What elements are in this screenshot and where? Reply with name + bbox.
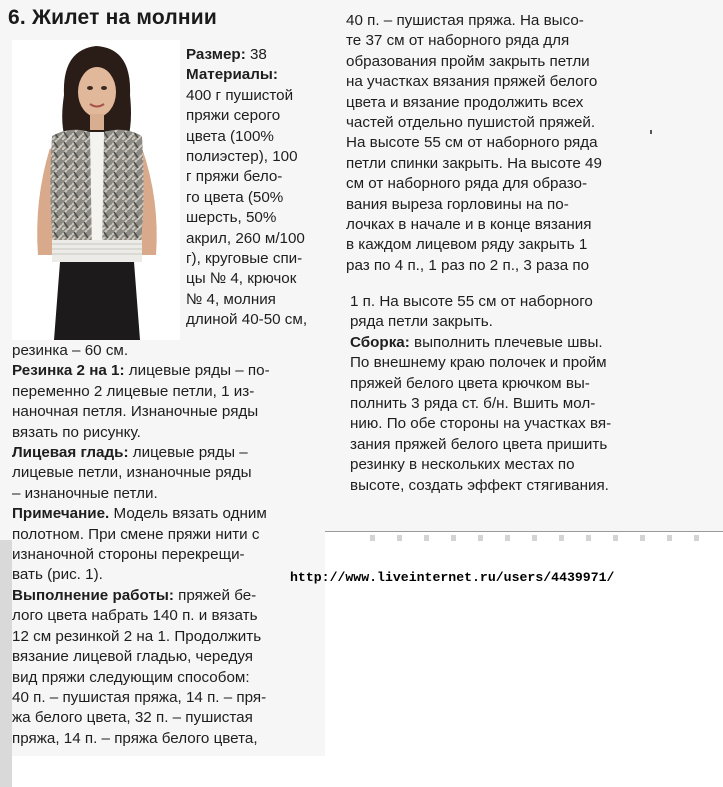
text-line: вать (рис. 1). — [12, 566, 103, 584]
text-line: г), круговые спи- — [186, 250, 303, 268]
text-line: изнаночной стороны перекрещи- — [12, 546, 245, 564]
text-line: лого цвета набрать 140 п. и вязать — [12, 607, 258, 625]
text-line: пряжа, 14 п. – пряжа белого цвета, — [12, 729, 258, 747]
text-line: жа белого цвета, 32 п. – пушистая — [12, 709, 253, 727]
text-line: те 37 см от наборного ряда для — [346, 32, 570, 50]
text-line: – изнаночные петли. — [12, 484, 158, 502]
text-line: 1 п. На высоте 55 см от наборного — [350, 293, 593, 310]
text-line: частей отдельно пушистой пряжей. — [346, 114, 596, 132]
text-line: высоте, создать эффект стягивания. — [350, 476, 609, 494]
text-line: цвета (100% — [186, 127, 274, 145]
text-line: По внешнему краю полочек и пройм — [350, 354, 607, 372]
text-line: нию. По обе стороны на участках вя- — [350, 415, 612, 433]
page-edge-shadow — [0, 540, 12, 787]
text-line: резинка – 60 см. — [12, 342, 129, 359]
text-line: шерсть, 50% — [186, 209, 277, 227]
right-column-top-text — [346, 11, 602, 276]
text-line: вид пряжи следующим способом: — [12, 668, 250, 686]
materials-text — [186, 45, 307, 331]
page-cut-line — [325, 531, 723, 532]
text-line: вания выреза горловины на по- — [346, 195, 569, 213]
text-line: 40 п. – пушистая пряжа, 14 п. – пря- — [12, 688, 267, 706]
text-line: наночная петля. Изнаночные ряды — [12, 403, 259, 421]
faded-bleed-through — [370, 535, 720, 541]
source-url-link[interactable]: http://www.liveinternet.ru/users/4439971/ — [290, 570, 615, 585]
text-line: пряжей белого цвета крючком вы- — [350, 374, 590, 392]
text-line: пряжи серого — [186, 107, 281, 125]
text-line: Размер: 38 — [186, 46, 267, 63]
text-line: Лицевая гладь: лицевые ряды – — [12, 444, 248, 462]
print-mark — [650, 130, 652, 134]
text-line: го цвета (50% — [186, 188, 284, 206]
text-line: лочках в начале и в конце вязания — [346, 216, 592, 234]
text-line: цвета и вязание продолжить всех — [346, 93, 584, 111]
model-photo — [12, 40, 180, 340]
text-line: акрил, 260 м/100 — [186, 229, 305, 247]
text-line: 40 п. – пушистая пряжа. На высо- — [346, 12, 584, 29]
text-line: лицевые петли, изнаночные ряды — [12, 464, 252, 482]
text-line: № 4, молния — [186, 290, 276, 308]
text-line: Выполнение работы: пряжей бе- — [12, 586, 257, 604]
text-line: 12 см резинкой 2 на 1. Продолжить — [12, 627, 262, 645]
text-line: см от наборного ряда для образо- — [346, 175, 588, 193]
text-line: Материалы: — [186, 66, 278, 84]
left-column-text — [12, 341, 270, 749]
text-line: полнить 3 ряда ст. б/н. Вшить мол- — [350, 395, 596, 413]
text-line: На высоте 55 см от наборного ряда — [346, 134, 598, 152]
text-line: Сборка: выполнить плечевые швы. — [350, 333, 603, 351]
text-line: длиной 40-50 см, — [186, 311, 308, 329]
text-line: полотном. При смене пряжи нити с — [12, 525, 260, 543]
text-line: резинку в нескольких местах по — [350, 456, 575, 474]
text-line: г пряжи бело- — [186, 168, 283, 186]
right-column-bottom-text — [350, 292, 611, 496]
text-line: вязание лицевой гладью, чередуя — [12, 648, 253, 666]
model-illustration — [12, 40, 180, 340]
text-line: в каждом лицевом ряду закрыть 1 — [346, 236, 588, 254]
text-line: цы № 4, крючок — [186, 270, 297, 288]
text-line: ряда петли закрыть. — [350, 313, 493, 331]
text-line: зания пряжей белого цвета пришить — [350, 435, 608, 453]
text-line: образования пройм закрыть петли — [346, 52, 590, 70]
text-line: раз по 4 п., 1 раз по 2 п., 3 раза по — [346, 256, 590, 274]
text-line: полиэстер), 100 — [186, 148, 298, 166]
text-line: петли спинки закрыть. На высоте 49 — [346, 154, 602, 172]
text-line: Резинка 2 на 1: лицевые ряды – по- — [12, 362, 270, 380]
text-line: на участках вязания пряжей белого — [346, 73, 598, 91]
text-line: переменно 2 лицевые петли, 1 из- — [12, 382, 255, 400]
text-line: вязать по рисунку. — [12, 423, 141, 441]
article-title: 6. Жилет на молнии — [8, 6, 218, 29]
text-line: 400 г пушистой — [186, 86, 294, 104]
text-line: Примечание. Модель вязать одним — [12, 505, 267, 523]
